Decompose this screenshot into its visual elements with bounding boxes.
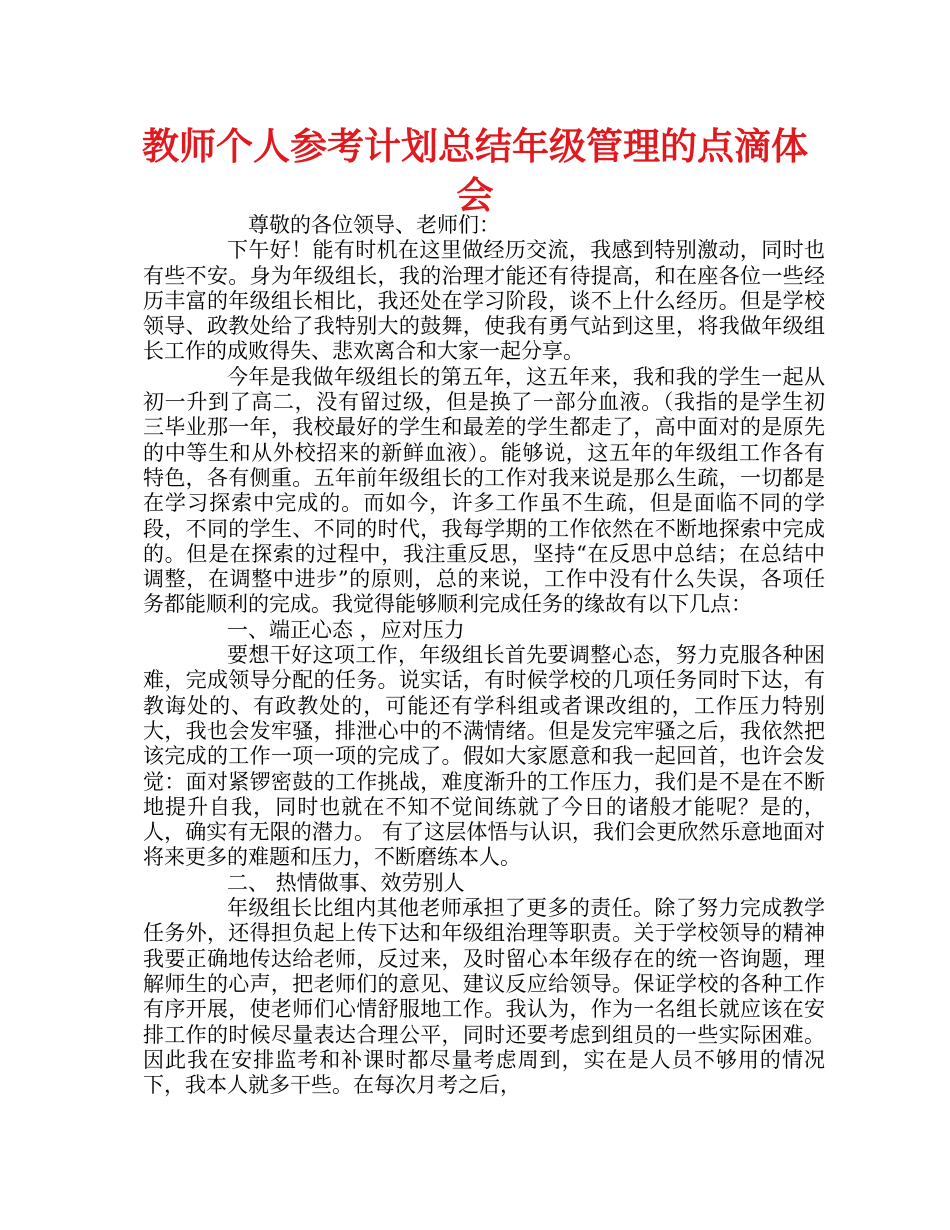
document-body	[143, 213, 825, 1098]
section-heading-2: 二、 热情做事、效劳别人	[227, 870, 465, 895]
document-title: 教师个人参考计划总结年级管理的点滴体会	[142, 125, 808, 217]
greeting: 尊敬的各位领导、老师们：	[248, 213, 500, 237]
section-heading-1: 一、端正心态 ，应对压力	[227, 617, 465, 642]
section-body-2: 年级组长比组内其他老师承担了更多的责任。除了努力完成教学任务外，还得担负起上传下达和年级组治理等职责。关于学校领导的精神我要正确地传达给老师，反过来，及时留心本年级存在的统一咨询题，理解师生的心声，把老师们的意见、建议反应给领导。保证学校的各种工作有序开展，使老师们心情舒服地工作。我认为，作为一名组长就应该在安排工作的时候尽量表达合理公平，同时还要考虑到组员的一些实际困难。因此我在安排监考和补课时都尽量考虑周到，实在是人员不够用的情况下，我本人就多干些。在每次月考之后，	[143, 896, 825, 1098]
paragraph-experience: 今年是我做年级组长的第五年，这五年来，我和我的学生一起从初一升到了高二，没有留过级，但是换了一部分血液。（我指的是学生初三毕业那一年，我校最好的学生和最差的学生都走了，高中面对的是原先的中等生和从外校招来的新鲜血液）。能够说，这五年的年级组工作各有特色，各有侧重。五年前年级组长的工作对我来说是那么生疏，一切都是在学习探索中完成的。而如今，许多工作虽不生疏，但是面临不同的学段，不同的学生、不同的时代，我每学期的工作依然在不断地探索中完成的。但是在探索的过程中，我注重反思，坚持“在反思中总结；在总结中调整，在调整中进步”的原则，总的来说，工作中没有什么失误，各项任务都能顺利的完成。我觉得能够顺利完成任务的缘故有以下几点：	[143, 364, 825, 617]
section-body-1: 要想干好这项工作，年级组长首先要调整心态，努力克服各种困难，完成领导分配的任务。说实话，有时候学校的几项任务同时下达，有教诲处的、有政教处的，可能还有学科组或者课改组的，工作压力特别大，我也会发牢骚，排泄心中的不满情绪。但是发完牢骚之后，我依然把该完成的工作一项一项的完成了。假如大家愿意和我一起回首，也许会发觉：面对紧锣密鼓的工作挑战，难度渐升的工作压力，我们是不是在不断地提升自我，同时也就在不知不觉间练就了今日的诸般才能呢？是的，人，确实有无限的潜力。 有了这层体悟与认识，我们会更欣然乐意地面对将来更多的难题和压力，不断磨练本人。	[143, 643, 825, 870]
paragraph-opening: 下午好！能有时机在这里做经历交流，我感到特别激动，同时也有些不安。身为年级组长，我的治理才能还有待提高，和在座各位一些经历丰富的年级组长相比，我还处在学习阶段，谈不上什么经历。但是学校领导、政教处给了我特别大的鼓舞，使我有勇气站到这里，将我做年级组长工作的成败得失、悲欢离合和大家一起分享。	[143, 238, 825, 364]
